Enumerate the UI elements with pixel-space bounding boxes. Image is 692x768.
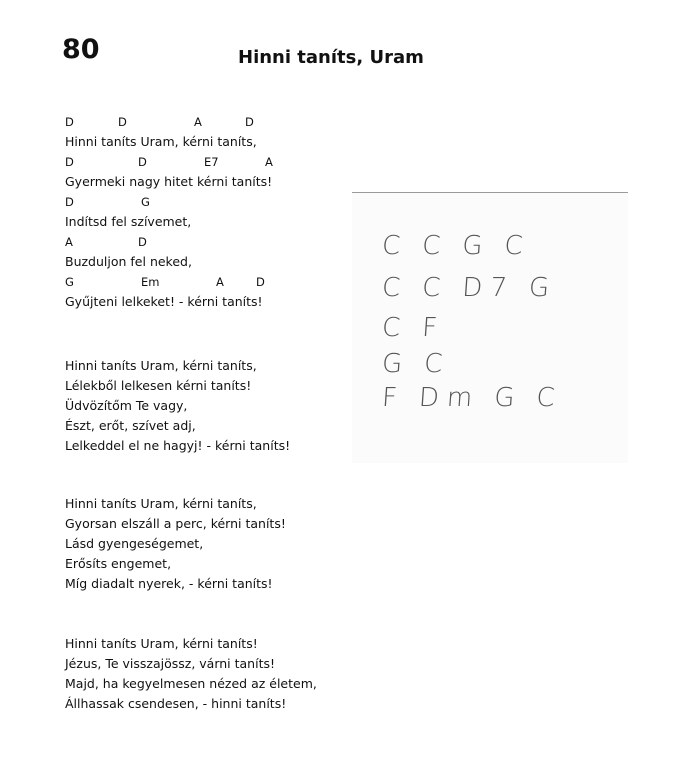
song-title: Hinni taníts, Uram <box>238 47 424 68</box>
lyric-line: Gyermeki nagy hitet kérni taníts! <box>65 174 273 189</box>
handwritten-chord: G <box>527 273 559 303</box>
lyric-line: Lásd gyengeségemet, <box>65 536 204 551</box>
chord: A <box>216 275 224 289</box>
lyric-line: Üdvözítőm Te vagy, <box>65 398 188 413</box>
handwritten-chord-row <box>381 349 465 379</box>
chord-row <box>65 192 365 212</box>
chord: G <box>65 275 74 289</box>
handwritten-chord-sheet <box>352 192 628 463</box>
lyric-line: Jézus, Te visszajössz, várni taníts! <box>65 656 275 671</box>
handwritten-chord: Dm <box>417 383 482 413</box>
chord: A <box>265 155 273 169</box>
handwritten-chord: G <box>493 383 524 413</box>
lyric-line: Hinni taníts Uram, kérni taníts, <box>65 358 257 373</box>
handwritten-chord-row <box>381 313 460 343</box>
lyric-line: Indítsd fel szívemet, <box>65 214 192 229</box>
chord: A <box>194 115 202 129</box>
lyric-line: Észt, erőt, szívet adj, <box>65 418 196 433</box>
chord-row <box>65 272 365 292</box>
chord-row <box>65 232 365 252</box>
chord: D <box>65 115 74 129</box>
chord: D <box>245 115 254 129</box>
handwritten-chord: G <box>380 349 412 379</box>
lyric-line: Gyorsan elszáll a perc, kérni taníts! <box>65 516 286 531</box>
lyric-line: Lelkeddel el ne hagyj! - kérni taníts! <box>65 438 291 453</box>
verse-2 <box>65 356 365 456</box>
handwritten-chord: C <box>380 231 410 261</box>
chord: D <box>138 235 147 249</box>
lyric-line: Gyűjteni lelkeket! - kérni taníts! <box>65 294 263 309</box>
chord: E7 <box>204 155 219 169</box>
verse-4 <box>65 634 365 714</box>
chord: D <box>65 195 74 209</box>
lyric-line: Majd, ha kegyelmesen nézed az életem, <box>65 676 317 691</box>
lyric-line: Míg diadalt nyerek, - kérni taníts! <box>65 576 273 591</box>
chord: D <box>138 155 147 169</box>
verse-3 <box>65 494 365 594</box>
lyric-line: Erősíts engemet, <box>65 556 172 571</box>
lyric-line: Lélekből lelkesen kérni taníts! <box>65 378 252 393</box>
chord-row <box>65 152 365 172</box>
chord: D <box>256 275 265 289</box>
handwritten-chord: C <box>421 273 450 303</box>
handwritten-chord-row <box>381 273 572 303</box>
chord: G <box>141 195 150 209</box>
handwritten-chord: C <box>503 231 532 261</box>
chord: A <box>65 235 73 249</box>
handwritten-chord: G <box>461 231 492 261</box>
lyric-line: Hinni taníts Uram, kérni taníts, <box>65 134 257 149</box>
verse-1 <box>65 112 365 312</box>
handwritten-chord: D7 <box>461 273 516 303</box>
chord: D <box>65 155 74 169</box>
handwritten-chord: C <box>421 231 450 261</box>
handwritten-chord: C <box>380 313 410 343</box>
lyric-line: Hinni taníts Uram, kérni taníts, <box>65 496 257 511</box>
handwritten-chord: F <box>421 313 447 343</box>
page-number: 80 <box>62 34 100 65</box>
handwritten-chord-row <box>381 231 546 261</box>
handwritten-chord: C <box>535 383 564 413</box>
handwritten-chord: F <box>380 383 407 413</box>
handwritten-chord: C <box>423 349 452 379</box>
chord-row <box>65 112 365 132</box>
chord: Em <box>141 275 160 289</box>
chord: D <box>118 115 127 129</box>
handwritten-chord-row <box>381 383 578 413</box>
lyric-line: Hinni taníts Uram, kérni taníts! <box>65 636 258 651</box>
handwritten-chord: C <box>380 273 410 303</box>
lyric-line: Állhassak csendesen, - hinni taníts! <box>65 696 287 711</box>
lyric-line: Buzduljon fel neked, <box>65 254 192 269</box>
